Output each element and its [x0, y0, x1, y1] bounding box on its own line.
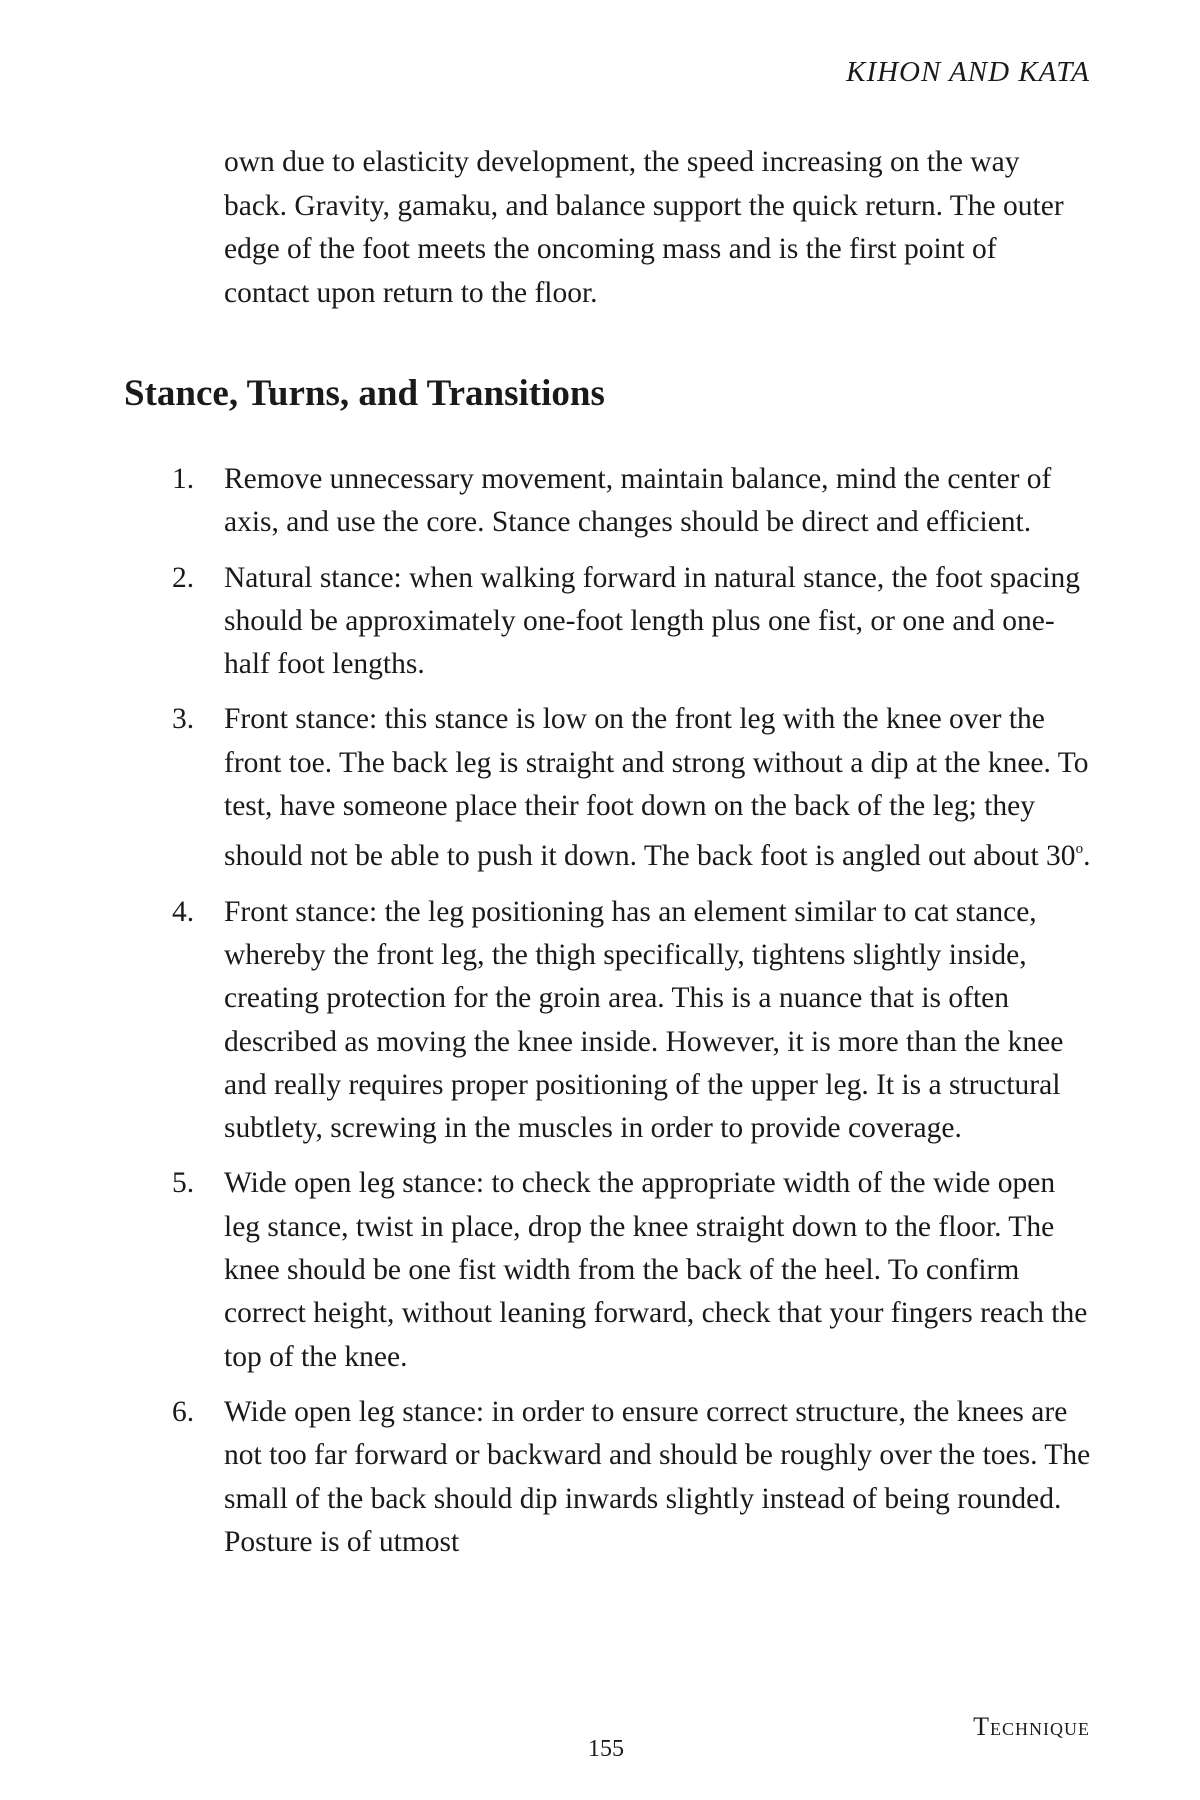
running-head: KIHON AND KATA — [846, 56, 1090, 88]
list-item-text: Front stance: the leg positioning has an element similar to cat stance, whereby the front leg, the thigh specifically, tightens slightly inside, creating protection for the groin area. This is a nuance that is often described as moving the knee inside. However, it is more than the knee and really requires proper positioning of the upper leg. It is a structural subtlety, screwing in the muscles in order to provide coverage. — [224, 895, 1064, 1145]
list-item-end-punctuation: . — [1083, 840, 1091, 873]
list-item-number: 1. — [172, 463, 195, 495]
list-item — [172, 698, 1092, 878]
intro-paragraph-block — [224, 141, 1084, 315]
list-item-number: 4. — [172, 895, 195, 928]
list-item-number: 5. — [172, 1167, 195, 1200]
intro-paragraph: own due to elasticity development, the speed increasing on the way back. Gravity, gamaku, and balance support the quick return. The outer edge of the foot meets the oncoming mass and is the first point of contact upon return to the floor. — [224, 146, 1064, 309]
list-item — [172, 1162, 1092, 1378]
list-item-number: 2. — [172, 561, 195, 594]
section-heading: Stance, Turns, and Transitions — [124, 373, 605, 414]
list-item — [172, 557, 1092, 687]
degree-mark: o — [1075, 841, 1084, 858]
list-item — [172, 891, 1092, 1151]
list-item — [172, 458, 1092, 545]
list-item — [172, 1391, 1092, 1564]
list-item-text: Wide open leg stance: in order to ensure correct structure, the knees are not too far forward or backward and should be roughly over the toes. The small of the back should dip inwards slightly instead of being rounded. Posture is of utmost — [224, 1395, 1091, 1558]
list-item-text: Natural stance: when walking forward in natural stance, the foot spacing should be approximately one-foot length plus one fist, or one and one-half foot lengths. — [224, 561, 1081, 681]
page-number: 155 — [588, 1736, 624, 1762]
list-item-text-wrapper — [224, 698, 1092, 878]
list-item-text: Wide open leg stance: to check the appropriate width of the wide open leg stance, twist in place, drop the knee straight down to the floor. The knee should be one fist width from the back of the heel. To confirm correct height, without leaning forward, check that your fingers reach the top of the knee. — [224, 1167, 1088, 1373]
list-item-number: 6. — [172, 1395, 195, 1428]
list-item-number: 3. — [172, 703, 195, 736]
list-item-text: Front stance: this stance is low on the front leg with the knee over the front toe. The back leg is straight and strong without a dip at the knee. To test, have someone place their foot down on the back of the leg; they should not be able to push it down. The back foot is angled out about 30 — [224, 703, 1089, 873]
footer-section-name: Technique — [973, 1712, 1090, 1741]
list-item-text: Remove unnecessary movement, maintain balance, mind the center of axis, and use the core. Stance changes should be direct and efficient. — [224, 463, 1052, 539]
stance-list — [172, 458, 1092, 1576]
